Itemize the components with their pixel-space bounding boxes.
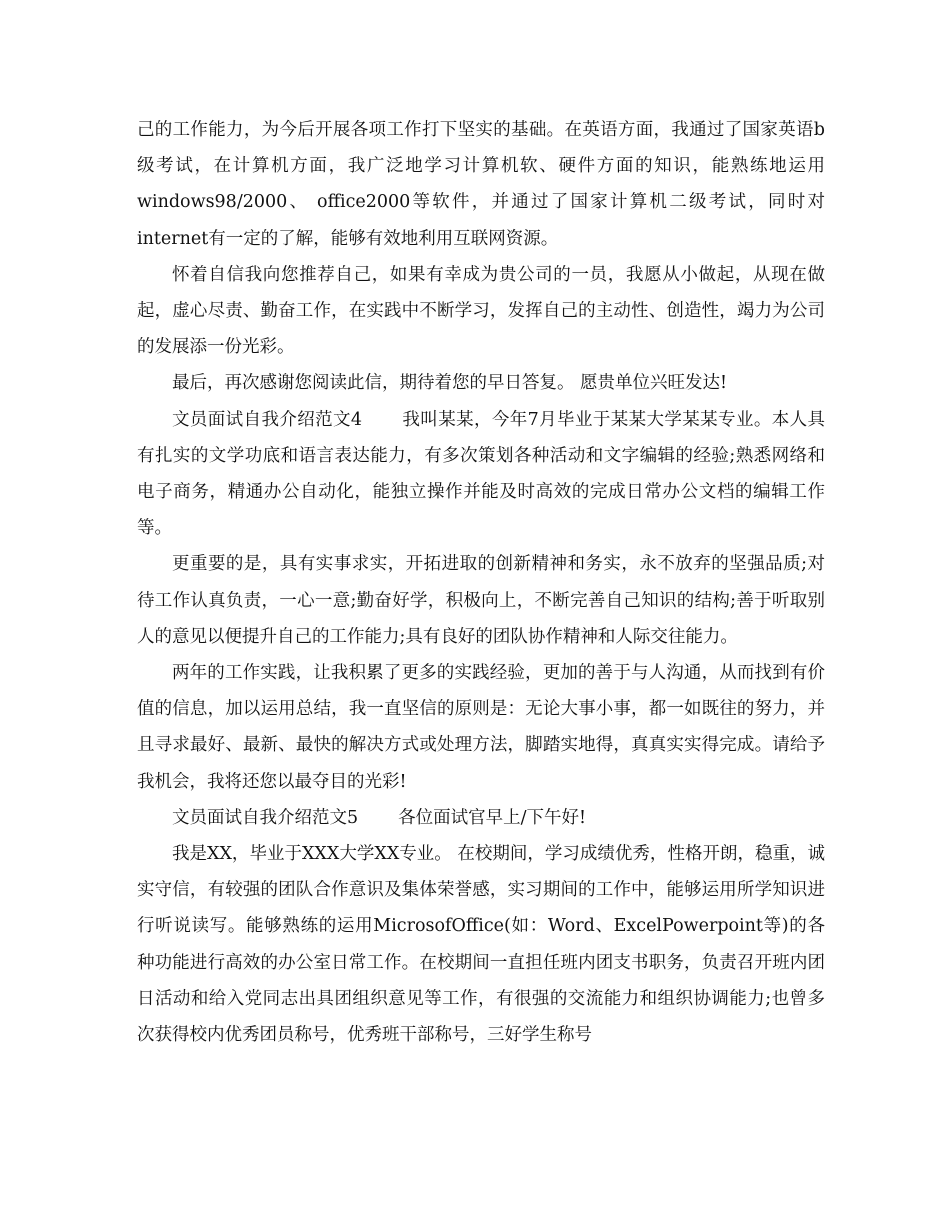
section-heading-sample-5: 文员面试自我介绍范文5 xyxy=(172,807,359,828)
paragraph-self-introduction: 我是XX，毕业于XXX大学XX专业。 在校期间，学习成绩优秀，性格开朗，稳重，诚实守信，有较强的团队合作意识及集体荣誉感，实习期间的工作中，能够运用所学知识进行听说读写。能够熟练的运用MicrosofOffice(如：Word、ExcelPowerpoint等)的各种功能进行高效的办公室日常工作。在校期间一直担任班内团支书职务，负责召开班内团日活动和给入党同志出具团组织意见等工作，有很强的交流能力和组织协调能力;也曾多次获得校内优秀团员称号，优秀班干部称号，三好学生称号 xyxy=(137,844,825,1046)
paragraph-skills: 己的工作能力，为今后开展各项工作打下坚实的基础。在英语方面，我通过了国家英语b级考试，在计算机方面，我广泛地学习计算机软、硬件方面的知识，能熟练地运用 windows98/2000、 office2000等软件，并通过了国家计算机二级考试，同时对internet有一定的了解，能够有效地利用互联网资源。 xyxy=(137,120,825,249)
document-body xyxy=(137,112,825,1053)
paragraph-sample-4 xyxy=(137,402,825,547)
paragraph-closing: 最后，再次感谢您阅读此信，期待着您的早日答复。 愿贵单位兴旺发达! xyxy=(172,373,728,394)
paragraph-sample-5 xyxy=(137,800,825,836)
sample-5-greeting: 各位面试官早上/下午好! xyxy=(398,807,587,828)
paragraph-experience: 两年的工作实践，让我积累了更多的实践经验，更加的善于与人沟通，从而找到有价值的信息，加以运用总结，我一直坚信的原则是：无论大事小事，都一如既往的努力，并且寻求最好、最新、最快的解决方式或处理方法，脚踏实地得，真真实实得完成。请给予我机会，我将还您以最夺目的光彩! xyxy=(137,663,825,792)
paragraph-qualities: 更重要的是，具有实事求实，开拓进取的创新精神和务实，永不放弃的坚强品质;对待工作认真负责，一心一意;勤奋好学，积极向上，不断完善自己知识的结构;善于听取别人的意见以便提升自己的工作能力;具有良好的团队协作精神和人际交往能力。 xyxy=(137,554,825,647)
paragraph-recommendation: 怀着自信我向您推荐自己，如果有幸成为贵公司的一员，我愿从小做起，从现在做起，虚心尽责、勤奋工作，在实践中不断学习，发挥自己的主动性、创造性，竭力为公司的发展添一份光彩。 xyxy=(137,264,825,358)
sample-4-text: 我叫某某，今年7月毕业于某某大学某某专业。本人具有扎实的文学功底和语言表达能力，有多次策划各种活动和文字编辑的经验;熟悉网络和电子商务，精通办公自动化，能独立操作并能及时高效的完成日常办公文档的编辑工作等。 xyxy=(137,409,825,539)
section-heading-sample-4: 文员面试自我介绍范文4 xyxy=(172,409,363,430)
